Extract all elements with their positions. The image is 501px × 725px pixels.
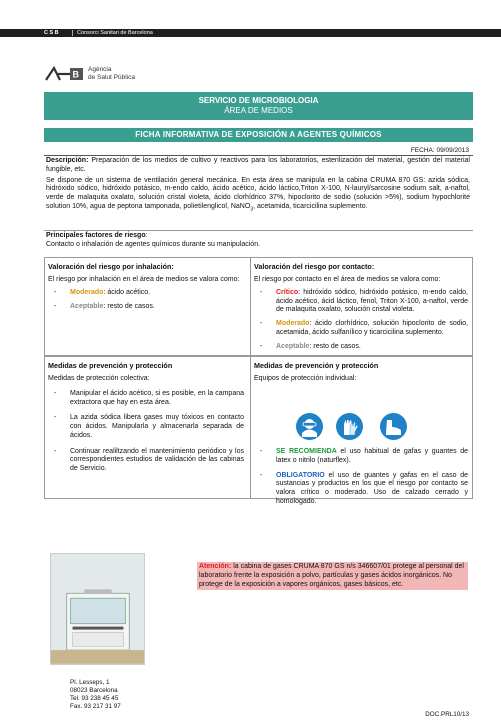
safety-shoe-icon [380, 413, 407, 440]
contact-column [254, 262, 468, 356]
divider [44, 155, 473, 156]
aspb-logo-icon [44, 66, 92, 82]
risk-level-moderate: Moderado [276, 320, 310, 327]
csb-org-name: Consorci Sanitari de Barcelona [77, 30, 153, 36]
individual-title: Medidas de prevención y protección [254, 361, 379, 370]
inhalation-intro: El riesgo por inhalación en el área de medios se valora como: [48, 276, 240, 283]
gloves-icon [336, 413, 363, 440]
collective-intro: Medidas de protección colectiva: [48, 375, 150, 382]
list-text: : resto de casos. [309, 342, 361, 350]
fume-cabinet-photo [50, 553, 145, 665]
contact-title: Valoración del riesgo por contacto: [254, 262, 375, 271]
attention-label: Atención: [199, 563, 232, 570]
description-block [46, 157, 470, 212]
footer-address [70, 679, 121, 711]
description-text: Preparación de los medios de cultivo y reactivos para los laboratorios, esterilización del material, gestión del material fungible, etc. [46, 157, 470, 173]
csb-header-bar [0, 29, 501, 37]
individual-column [254, 361, 468, 388]
list-dash: - [54, 288, 57, 296]
service-title: SERVICIO DE MICROBIOLOGIA [198, 96, 319, 105]
list-text: Manipular el ácido acético, si es posible, en la campana extractora que hay en esta área. [70, 389, 244, 406]
risk-factors-label: Principales factores de riesgo [46, 232, 146, 239]
list-item [48, 414, 244, 440]
contact-intro: El riesgo por contacto en el área de medios se valora como: [254, 276, 441, 283]
list-item [254, 320, 468, 338]
risk-level-moderate: Moderado [70, 288, 104, 296]
list-dash: - [260, 448, 263, 455]
risk-factors-colon: : [145, 232, 148, 239]
list-text: : ácido acético. [103, 288, 151, 296]
risk-level-acceptable: Aceptable [70, 302, 104, 310]
inhalation-column [48, 262, 244, 316]
list-item [254, 472, 468, 507]
list-dash: - [54, 302, 57, 310]
service-banner [44, 92, 473, 120]
list-dash: - [260, 342, 263, 350]
attention-notice [197, 562, 468, 590]
recommend-label: SE RECOMIENDA [276, 448, 337, 455]
header-separator [72, 30, 73, 36]
address-line1: Pl. Lesseps, 1 [70, 679, 110, 686]
document-date: FECHA: 09/09/2013 [410, 147, 469, 154]
description-label: Descripción: [46, 157, 89, 164]
agency-name [88, 66, 135, 82]
description-text2b: , acetamida, ticarcicilina suplemento. [253, 202, 368, 210]
list-item [254, 448, 468, 466]
list-item [48, 289, 244, 298]
list-item [48, 390, 244, 408]
list-dash: - [54, 389, 57, 397]
csb-abbr: CSB [44, 30, 61, 36]
list-dash: - [260, 288, 263, 296]
list-dash: - [260, 320, 263, 327]
individual-intro: Equipos de protección individual: [254, 375, 357, 382]
attention-text: la cabina de gases CRUMA 870 GS n/s 346607/01 protege al personal del laboratorio frente la exposición a polvo, partículas y gases ácidos inorgánicos. No protege de la exposición a vapores orgánicos, gases básicos, etc. [199, 563, 464, 588]
list-text: : hidróxido sódico, hidróxido potásico, m-endo caldo, ácido acético, ácid láctico, fenol, Triton X-100, a-naftol, verde de malaquita oxalato, solución cristal violeta. [276, 288, 468, 314]
risk-factors-text: Contacto o inhalación de agentes químicos durante su manipulación. [46, 240, 261, 248]
collective-title: Medidas de prevención y protección [48, 361, 173, 370]
agency-line2: de Salut Pública [88, 74, 135, 81]
list-dash: - [260, 471, 263, 479]
list-text: el uso habitual de gafas y guantes de latex o nitrilo (naturflex). [276, 448, 468, 464]
list-dash: - [54, 447, 57, 455]
service-area: ÁREA DE MEDIOS [224, 106, 293, 115]
mandatory-label: OBLIGATORIO [276, 471, 325, 479]
inhalation-title: Valoración del riesgo por inhalación: [48, 262, 174, 271]
list-dash: - [54, 414, 57, 422]
list-text: Continuar realiltzando el mantenimiento periódico y los correspondientes estudios de validación de las cabinas de Servicio. [70, 447, 244, 472]
risk-level-critical: Crítico [276, 288, 299, 296]
list-item [48, 448, 244, 474]
description-text2-sub: 3 [250, 206, 254, 213]
list-text: el uso de guantes y gafas en el caso de sustancias y productos en los que el riesgo por contacto se valora crítico o moderado. Uso de calzado cerrado y homologado. [276, 471, 468, 505]
description-text2a: Se dispone de un sistema de ventilación general mecánica. En esta área se manipula en la cabina CRUMA 870 GS: azida sódica, hidróxido sódico, hidróxido potásico, m-endo caldo, ácido acético, ácido láctico,Triton X-100, N-lauryl/sarcosine sodium salt, a-naftol, verde de malaquita oxalato, solución cristal violeta, ácido clorhídrico 37%, hipoclorito de sodio (solución >5%), sodium hypochlorite solution 10%, agua de peptona tamponada, polietilenglicol, NaNO [46, 176, 470, 210]
address-fax: Fax. 93 217 31 97 [70, 703, 121, 710]
risk-factors-block [46, 232, 470, 250]
list-text: La azida sódica libera gases muy tóxicos en contacto con ácidos. Manipularla y almacenarla separada de ácidos. [70, 414, 244, 439]
collective-column [48, 361, 244, 479]
divider [44, 230, 473, 231]
goggles-icon [296, 413, 323, 440]
list-item [254, 343, 468, 352]
agency-line1: Agència [88, 66, 112, 73]
address-phone: Tel. 93 238 45 45 [70, 695, 119, 702]
list-text: : ácido clorhídrico, solución hipoclorito de sodio, acetamida, ácido sulfanílico y ticarcicilina suplemento. [276, 320, 468, 336]
individual-list [254, 448, 468, 512]
list-item [254, 289, 468, 315]
sheet-title: FICHA INFORMATIVA DE EXPOSICIÓN A AGENTES QUÍMICOS [44, 128, 473, 142]
address-line2: 08023 Barcelona [70, 687, 118, 694]
svg-text:B: B [72, 69, 79, 80]
list-text: : resto de casos. [103, 302, 155, 310]
document-code: DOC.PRL10/13 [425, 711, 469, 718]
risk-level-acceptable: Aceptable [276, 342, 310, 350]
list-item [48, 303, 244, 312]
